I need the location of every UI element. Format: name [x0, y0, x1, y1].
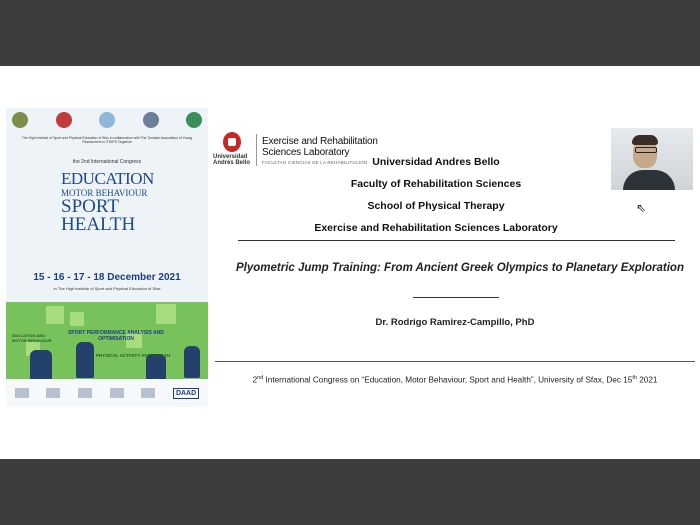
congress-date-suffix: th	[632, 375, 637, 381]
poster-organizers: The High Institute of Sport and Physical Education of Sfax in collaboration with The Tunisian Association of Young Researchers in STAPS Organize	[21, 136, 193, 145]
presenter-glasses-icon	[635, 147, 657, 153]
presenter-webcam-video[interactable]	[611, 128, 693, 190]
poster-tile	[156, 304, 176, 324]
logo-divider	[256, 134, 257, 166]
congress-ordinal-suffix: nd	[257, 375, 264, 381]
runner-silhouette-icon	[76, 342, 94, 378]
congress-ordinal: 2	[252, 375, 258, 385]
poster-title-education: EDUCATION	[61, 169, 154, 188]
poster-dates: 15 - 16 - 17 - 18 December 2021	[33, 272, 181, 283]
poster-topic-health: PHYSICAL ACTIVITY AND HEALTH	[96, 353, 171, 358]
poster-title	[61, 170, 161, 234]
congress-year: 2021	[636, 375, 658, 385]
university-crest-icon	[223, 132, 241, 152]
association-logo-icon	[56, 112, 72, 128]
congress-logo-icon	[99, 112, 115, 128]
lab-logo-title-line2: Sciences Laboratory	[262, 147, 350, 158]
poster-logo-row	[12, 112, 202, 132]
mouse-cursor-icon: ⇖	[636, 201, 647, 215]
divider-line	[238, 240, 675, 241]
runner-silhouette-icon	[184, 346, 200, 378]
poster-title-motor: MOTOR BEHAVIOUR	[61, 188, 148, 198]
poster-topic-performance: SPORT PERFORMANCE ANALYSIS AND OPTIMISATION	[68, 330, 164, 342]
sponsor-logo-icon	[141, 388, 155, 398]
poster-topic-education: EDUCATION AND MOTOR BEHAVIOUR	[12, 333, 52, 343]
sponsor-logo-icon	[46, 388, 60, 398]
poster-title-sport: SPORT	[61, 196, 119, 217]
presenter-hair	[632, 135, 658, 145]
daad-logo: DAAD	[173, 388, 199, 399]
university-logo	[213, 132, 253, 172]
poster-venue: In The High Institute of Sport and Physical Education of Sfax	[53, 286, 161, 291]
poster-sponsor-strip	[6, 379, 208, 407]
footer-divider-line	[215, 361, 695, 362]
poster-title-health: HEALTH	[61, 214, 136, 235]
runner-silhouette-icon	[30, 350, 52, 380]
lab-logo-title-line1: Exercise and Rehabilitation	[262, 136, 378, 147]
school-name: School of Physical Therapy	[367, 200, 505, 212]
divider-line	[413, 297, 499, 298]
lab-logo-subtitle: FACULTAD CIENCIAS DE LA REHABILITACIÓN	[262, 160, 368, 165]
talk-title: Plyometric Jump Training: From Ancient Greek Olympics to Planetary Exploration	[236, 262, 684, 274]
faculty-name: Faculty of Rehabilitation Sciences	[350, 178, 522, 190]
affiliation-block	[296, 152, 576, 240]
sponsor-logo-icon	[78, 388, 92, 398]
university-logo-line1: Universidad	[213, 154, 248, 160]
partner-logo-icon	[186, 112, 202, 128]
sponsor-logo-icon	[110, 388, 124, 398]
poster-congress-label: the 2nd International Congress	[72, 159, 142, 165]
bottom-letterbox	[0, 459, 700, 525]
university-logo-icon	[143, 112, 159, 128]
university-name: Universidad Andres Bello	[372, 156, 500, 168]
laboratory-name: Exercise and Rehabilitation Sciences Laboratory	[314, 222, 558, 234]
sponsor-logo-icon	[15, 388, 29, 398]
top-letterbox	[0, 0, 700, 66]
poster-tile	[70, 312, 84, 326]
presentation-slide	[0, 66, 700, 459]
congress-footer	[215, 375, 695, 385]
congress-description: International Congress on “Education, Motor Behaviour, Sport and Health”, University of Sfax, Dec 15	[263, 375, 633, 385]
speaker-name: Dr. Rodrigo Ramirez-Campillo, PhD	[375, 317, 535, 328]
congress-poster	[6, 108, 208, 407]
poster-tile	[46, 306, 64, 324]
university-logo-text	[213, 154, 250, 166]
institution-logo-icon	[12, 112, 28, 128]
university-logo-line2: Andrés Bello	[213, 160, 251, 166]
